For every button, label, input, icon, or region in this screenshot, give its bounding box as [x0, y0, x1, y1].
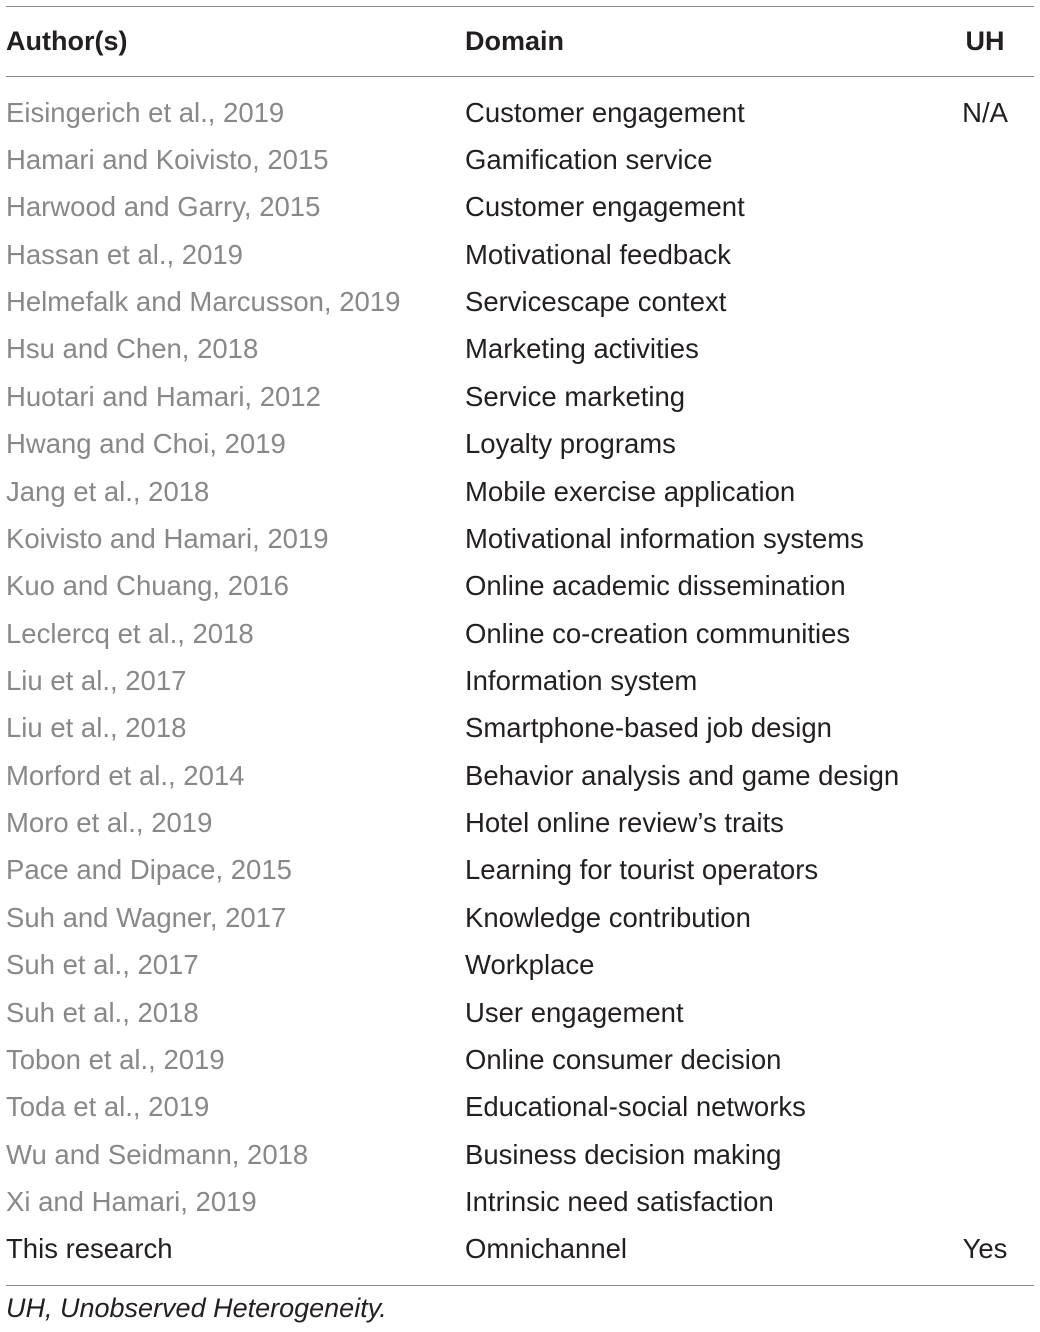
domain-cell: Learning for tourist operators	[465, 854, 819, 886]
table-row	[6, 610, 1034, 657]
author-cell: Suh et al., 2018	[6, 996, 199, 1028]
table-row	[6, 278, 1034, 325]
author-cell: Suh et al., 2017	[6, 949, 199, 981]
domain-cell: User engagement	[465, 996, 684, 1028]
author-cell: Wu and Seidmann, 2018	[6, 1138, 309, 1170]
uh-cell: N/A	[962, 96, 1008, 128]
comparison-table	[6, 6, 1034, 1286]
table-row	[6, 752, 1034, 799]
table-header-row	[6, 7, 1034, 76]
table-row-this-research	[6, 1226, 1034, 1273]
author-cell: Leclercq et al., 2018	[6, 617, 254, 649]
author-cell: Suh and Wagner, 2017	[6, 901, 287, 933]
table-row	[6, 941, 1034, 988]
table-row	[6, 1036, 1034, 1083]
domain-cell: Smartphone-based job design	[465, 712, 832, 744]
table-row	[6, 89, 1034, 136]
domain-cell: Online academic dissemination	[465, 570, 846, 602]
domain-cell: Knowledge contribution	[465, 901, 751, 933]
table-row	[6, 1131, 1034, 1178]
header-uh: UH	[965, 26, 1005, 56]
uh-cell: Yes	[962, 1233, 1008, 1265]
author-cell: Hamari and Koivisto, 2015	[6, 144, 329, 176]
table-row	[6, 373, 1034, 420]
author-cell: Hsu and Chen, 2018	[6, 333, 259, 365]
domain-cell: Educational-social networks	[465, 1091, 806, 1123]
author-cell: Huotari and Hamari, 2012	[6, 380, 321, 412]
table-footnote: UH, Unobserved Heterogeneity.	[6, 1293, 387, 1323]
domain-cell: Marketing activities	[465, 333, 699, 365]
domain-cell: Motivational information systems	[465, 522, 864, 554]
domain-cell: Information system	[465, 664, 698, 696]
table-row	[6, 705, 1034, 752]
domain-cell: Online consumer decision	[465, 1043, 782, 1075]
table-row	[6, 136, 1034, 183]
table-row	[6, 515, 1034, 562]
table-row	[6, 1084, 1034, 1131]
domain-cell: Servicescape context	[465, 286, 727, 318]
author-cell: Hassan et al., 2019	[6, 238, 243, 270]
author-cell: Eisingerich et al., 2019	[6, 96, 285, 128]
domain-cell: Gamification service	[465, 144, 713, 176]
author-cell: Koivisto and Hamari, 2019	[6, 522, 329, 554]
table-row	[6, 468, 1034, 515]
table-row	[6, 657, 1034, 704]
author-cell: Moro et al., 2019	[6, 807, 213, 839]
domain-cell: Customer engagement	[465, 191, 745, 223]
domain-cell: Intrinsic need satisfaction	[465, 1185, 774, 1217]
domain-cell: Customer engagement	[465, 96, 745, 128]
table-row	[6, 563, 1034, 610]
author-cell: Liu et al., 2018	[6, 712, 187, 744]
table-row	[6, 326, 1034, 373]
author-cell: Liu et al., 2017	[6, 664, 187, 696]
author-cell: Toda et al., 2019	[6, 1091, 210, 1123]
author-cell: Tobon et al., 2019	[6, 1043, 225, 1075]
domain-cell: Behavior analysis and game design	[465, 759, 900, 791]
author-cell: Helmefalk and Marcusson, 2019	[6, 286, 401, 318]
domain-cell: Mobile exercise application	[465, 475, 796, 507]
domain-cell: Loyalty programs	[465, 428, 676, 460]
table-body	[6, 77, 1034, 1285]
author-cell: Pace and Dipace, 2015	[6, 854, 292, 886]
table-row	[6, 894, 1034, 941]
domain-cell: Service marketing	[465, 380, 686, 412]
domain-cell: Online co-creation communities	[465, 617, 851, 649]
table-row	[6, 847, 1034, 894]
domain-cell: Business decision making	[465, 1138, 782, 1170]
header-domain: Domain	[465, 26, 565, 56]
header-author: Author(s)	[6, 26, 128, 56]
table-row	[6, 231, 1034, 278]
author-cell: Morford et al., 2014	[6, 759, 245, 791]
table-bottom-rule	[6, 1285, 1034, 1286]
author-cell: Xi and Hamari, 2019	[6, 1185, 257, 1217]
domain-cell: Hotel online review’s traits	[465, 807, 784, 839]
table-row	[6, 989, 1034, 1036]
domain-cell: Workplace	[465, 949, 595, 981]
domain-cell: Motivational feedback	[465, 238, 731, 270]
domain-cell: Omnichannel	[465, 1233, 628, 1265]
author-cell: Kuo and Chuang, 2016	[6, 570, 289, 602]
table-row	[6, 421, 1034, 468]
author-cell: Harwood and Garry, 2015	[6, 191, 321, 223]
author-cell: Jang et al., 2018	[6, 475, 210, 507]
table-row	[6, 1178, 1034, 1225]
author-cell: This research	[6, 1233, 173, 1265]
author-cell: Hwang and Choi, 2019	[6, 428, 286, 460]
table-row	[6, 184, 1034, 231]
table-row	[6, 799, 1034, 846]
